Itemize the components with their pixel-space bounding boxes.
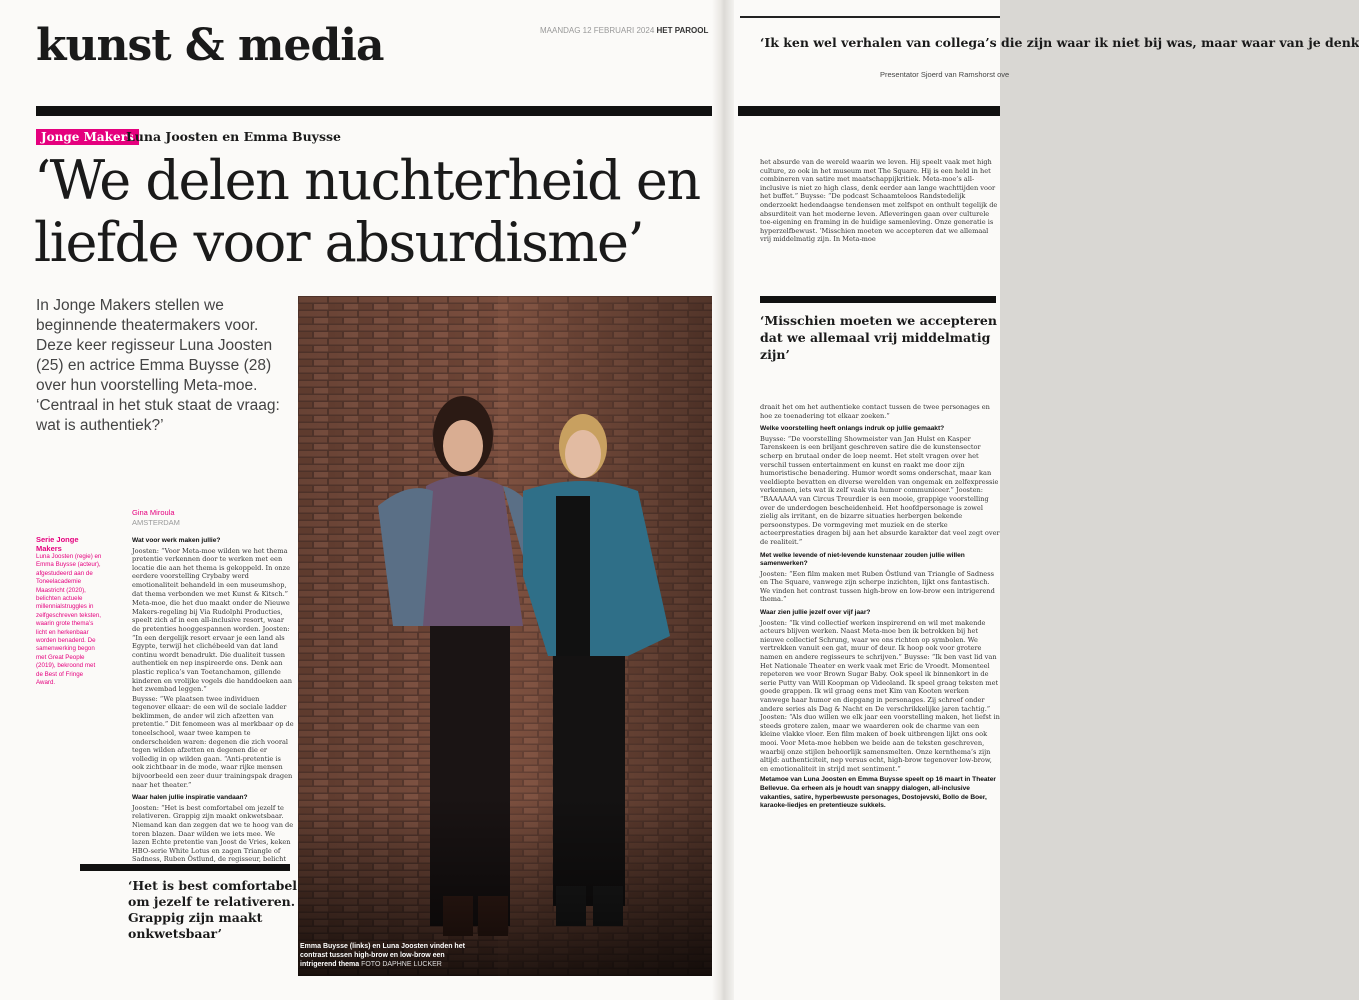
series-tag: Jonge Makers bbox=[36, 129, 139, 145]
author-location: AMSTERDAM bbox=[132, 518, 180, 527]
top-quote-credit: Presentator Sjoerd van Ramshorst ove bbox=[880, 70, 1010, 79]
interview-question: Welke voorstelling heeft onlangs indruk op jullie gemaakt? bbox=[760, 425, 945, 433]
interview-question: Wat voor werk maken jullie? bbox=[132, 537, 221, 544]
pull-quote-rule-left bbox=[80, 864, 290, 871]
page-fold bbox=[712, 0, 734, 1000]
paragraph: Buysse: “De voorstelling Showmeister van Jan Hulst en Kasper Tarenskeen is een briljant geschreven satire die de kunstensector scherp en brutaal onder de loep neemt. Het stelt vragen over het verschil tussen entertainment en kunst en raakt me door zijn humoristische benadering. Humor wordt soms onderschat, maar kan veeldiepte bevatten en diverse werelden van ongemak en zelfexpressie verkennen, iets wat ik zelf vaak via humor communiceer.” Joosten: “BAAAAAA van Circus Treurdier is een mooie, grappige voorstelling over de underdogen bescheidenheid. Het hoofdpersonage is zowel zielig als irritant, en de bizarre situaties herbergen bekende persoonstypes. De vormgeving met muziek en de sterke acteerprestaties dragen bij aan het absurde karakter dat veel zegt over de realiteit.” bbox=[760, 434, 1000, 546]
top-quote: ‘Ik ken wel verhalen van collega’s die zijn waar ik niet bij was, maar waar van je denk bbox=[760, 35, 1359, 50]
photo-credit: FOTO DAPHNE LUCKER bbox=[361, 961, 442, 968]
heavy-rule-left bbox=[36, 106, 712, 116]
interview-question: Met welke levende of niet-levende kunstenaar zouden jullie willen samenwerken? bbox=[760, 551, 965, 568]
photo-caption bbox=[300, 942, 480, 969]
paragraph: draait het om het authentieke contact tussen de twee personages en hoe ze toenadering tot elkaar zoeken.” bbox=[760, 403, 990, 420]
paragraph: Buysse: “We plaatsen twee individuen tegenover elkaar: de een wil de sociale ladder beklimmen, de ander wil zich afzetten van pretentie.” Dit fenomeen was al merkbaar op de toneelschool, waar twee kampen te onderscheiden waren: degenen die zich vooral tegen wilden afzetten en degenen die er volledig in op wilden gaan. “Anti-pretentie is ook zichtbaar in de mode, waar rijke mensen bijvoorbeeld een zeer duur trainingspak dragen naar het theater.” bbox=[132, 694, 294, 789]
top-rule-right bbox=[740, 16, 1000, 18]
author-block bbox=[132, 508, 180, 528]
paragraph: Meta-moe, die het duo maakt onder de Nieuwe Makers-regeling bij Via Rudolphi Producties, speelt zich af in een all-inclusive resort, waar de pretenties hooggespannen worden. Joosten: “In een dergelijk resort ervaar je een land als Egypte, terwijl het clichébeeld van dat land continu wordt benadrukt. Die dualiteit tussen authentiek en nep inspireerde ons. Denk aan plastic replica’s van Toetanchamon, gillende kinderen en vrolijke vogels die handdoeken aan het zwembad leggen.” bbox=[132, 599, 293, 694]
headline: ‘We delen nuchterheid en liefde voor absurdisme’ bbox=[34, 149, 700, 274]
body-column-right-top: het absurde van de wereld waarin we leven. Hij speelt vaak met high culture, zo ook in het museum met The Square. Hij is een held in het combineren van satire met maatschappijkritiek. Meta-moe’s all-inclusive is niet zo high class, denk eerder aan lange wachttijden voor het buffet.” Buysse: “De podcast Schaamteloos Randstedelijk onderzoekt hedendaagse tendensen met zelfspot en onthult tegelijk de absurditeit van het moderne leven. Afleveringen gaan over culturele toe-eigening en framing in de huidige samenleving. Onze generatie is hyperzelfbewust. ‘Misschien moeten we accepteren dat we allemaal vrij middelmatig zijn. In Meta-moe bbox=[760, 158, 998, 244]
caption-text: Emma Buysse (links) en Luna Joosten vinden het contrast tussen high-brow en low-brow een intrigerend thema bbox=[300, 943, 465, 968]
paragraph: Joosten: “Voor Meta-moe wilden we het thema pretentie verkennen door te werken met een locatie die aan het thema is gekoppeld. In onze eerdere voorstelling Crybaby werd emotionaliteit behandeld in een museumshop, dat thema verbonden we met Kunst & Kitsch.” bbox=[132, 546, 291, 598]
pull-quote-right: ‘Misschien moeten we accepteren dat we allemaal vrij middelmatig zijn’ bbox=[760, 313, 997, 362]
heavy-rule-right bbox=[738, 106, 1000, 116]
sidebar-title: Serie Jonge Makers bbox=[36, 535, 79, 553]
article-photo bbox=[298, 296, 712, 976]
paragraph: Joosten: “Een film maken met Ruben Östlund van Triangle of Sadness en The Square, vanwege zijn scherpe inzichten, lijkt ons fantastisch. We vinden het contrast tussen high-brow en low-brow een intrigerend thema.” bbox=[760, 569, 995, 604]
body-column-right bbox=[760, 402, 1000, 996]
date: MAANDAG 12 FEBRUARI 2024 bbox=[540, 26, 655, 35]
end-note: Metamoe van Luna Joosten en Emma Buysse speelt op 16 maart in Theater Bellevue. Ga erheen als je houdt van snappy dialogen, all-inclusive vakanties, satire, hyperbewuste personages, Dostojevski, Bollo de Boer, karaoke-liedjes en pretentieuze sukkels. bbox=[760, 776, 996, 810]
subject-byline: Luna Joosten en Emma Buysse bbox=[126, 129, 341, 144]
intro: In Jonge Makers stellen we beginnende theatermakers voor. Deze keer regisseur Luna Joosten (25) en actrice Emma Buysse (28) over hun voorstelling Meta-moe. ‘Centraal in het stuk staat de vraag: wat is authentiek?’ bbox=[36, 297, 280, 434]
body-column-left bbox=[132, 532, 294, 864]
pull-quote-left: ‘Het is best comfortabel om jezelf te relativeren. Grappig zijn maakt onkwetsbaar’ bbox=[128, 878, 298, 941]
sidebar-text: Luna Joosten (regie) en Emma Buysse (acteur), afgestudeerd aan de Toneelacademie Maastricht (2020), belichten actuele millennialstruggles in zelfgeschreven teksten, waarin grote thema’s licht en herkenbaar worden benaderd. De samenwerking begon met Great People (2019), bekroond met de Best of Fringe Award. bbox=[36, 553, 102, 687]
author-name: Gina Miroula bbox=[132, 508, 175, 517]
pull-quote-rule-right bbox=[760, 296, 996, 303]
photo-illustration bbox=[298, 296, 712, 976]
interview-question: Waar zien jullie jezelf over vijf jaar? bbox=[760, 609, 871, 617]
interview-question: Waar halen jullie inspiratie vandaan? bbox=[132, 794, 248, 802]
paragraph: Joosten: “Het is best comfortabel om jezelf te relativeren. Grappig zijn maakt onkwetsbaar. Niemand kan dan zeggen dat we te hoog van de toren blazen. Daar wilden we iets mee. We lazen Echte pretentie van Joost de Vries, keken HBO-serie White Lotus en zagen Triangle of Sadness, Ruben Östlund, de regisseur, belicht bbox=[132, 803, 294, 864]
paragraph: Joosten: “Ik vind collectief werken inspirerend en wil met makende acteurs blijven werken. Naast Meta-moe ben ik betrokken bij het nieuwe collectief Schrung, waar we ons richten op symbolen. We vertrekken vanuit een gat, muur of deur. Ik hoop ook voor grotere namen en andere regisseurs te schrijven.” Buysse: “Ik ben vast lid van Het Nationale Theater en werk vaak met Eric de Vroedt. Momenteel repeteren we voor Brown Sugar Baby. Ook speel ik binnenkort in de serie Putty van Will Koopman op Videoland. Ik speel graag teksten met goede grappen. Ik wil graag eens met Kim van Kooten werken vanwege haar humor en diepgang in personages. Zij schreef onder andere series als Dag & Nacht en De verschrikkelijke jaren tachtig.” Joosten: “Als duo willen we elk jaar een voorstelling maken, het liefst in steeds grotere zalen, maar we waarderen ook de charme van een kleine vlakke vloer. Een film maken of boek uitbrengen lijkt ons ook mooi. Voor Meta-moe hebben we beide aan de teksten geschreven, waarbij onze stijlen behoorlijk samensmelten. Onze kernthema’s zijn altijd: authenticiteit, nep versus echt, high-brow tegenover low-brow, en emotionaliteit in strijd met sentiment.” bbox=[760, 618, 1000, 773]
dateline bbox=[540, 26, 708, 35]
paper-name: HET PAROOL bbox=[656, 26, 709, 35]
section-title: kunst & media bbox=[36, 20, 384, 71]
series-sidebar bbox=[36, 535, 102, 688]
